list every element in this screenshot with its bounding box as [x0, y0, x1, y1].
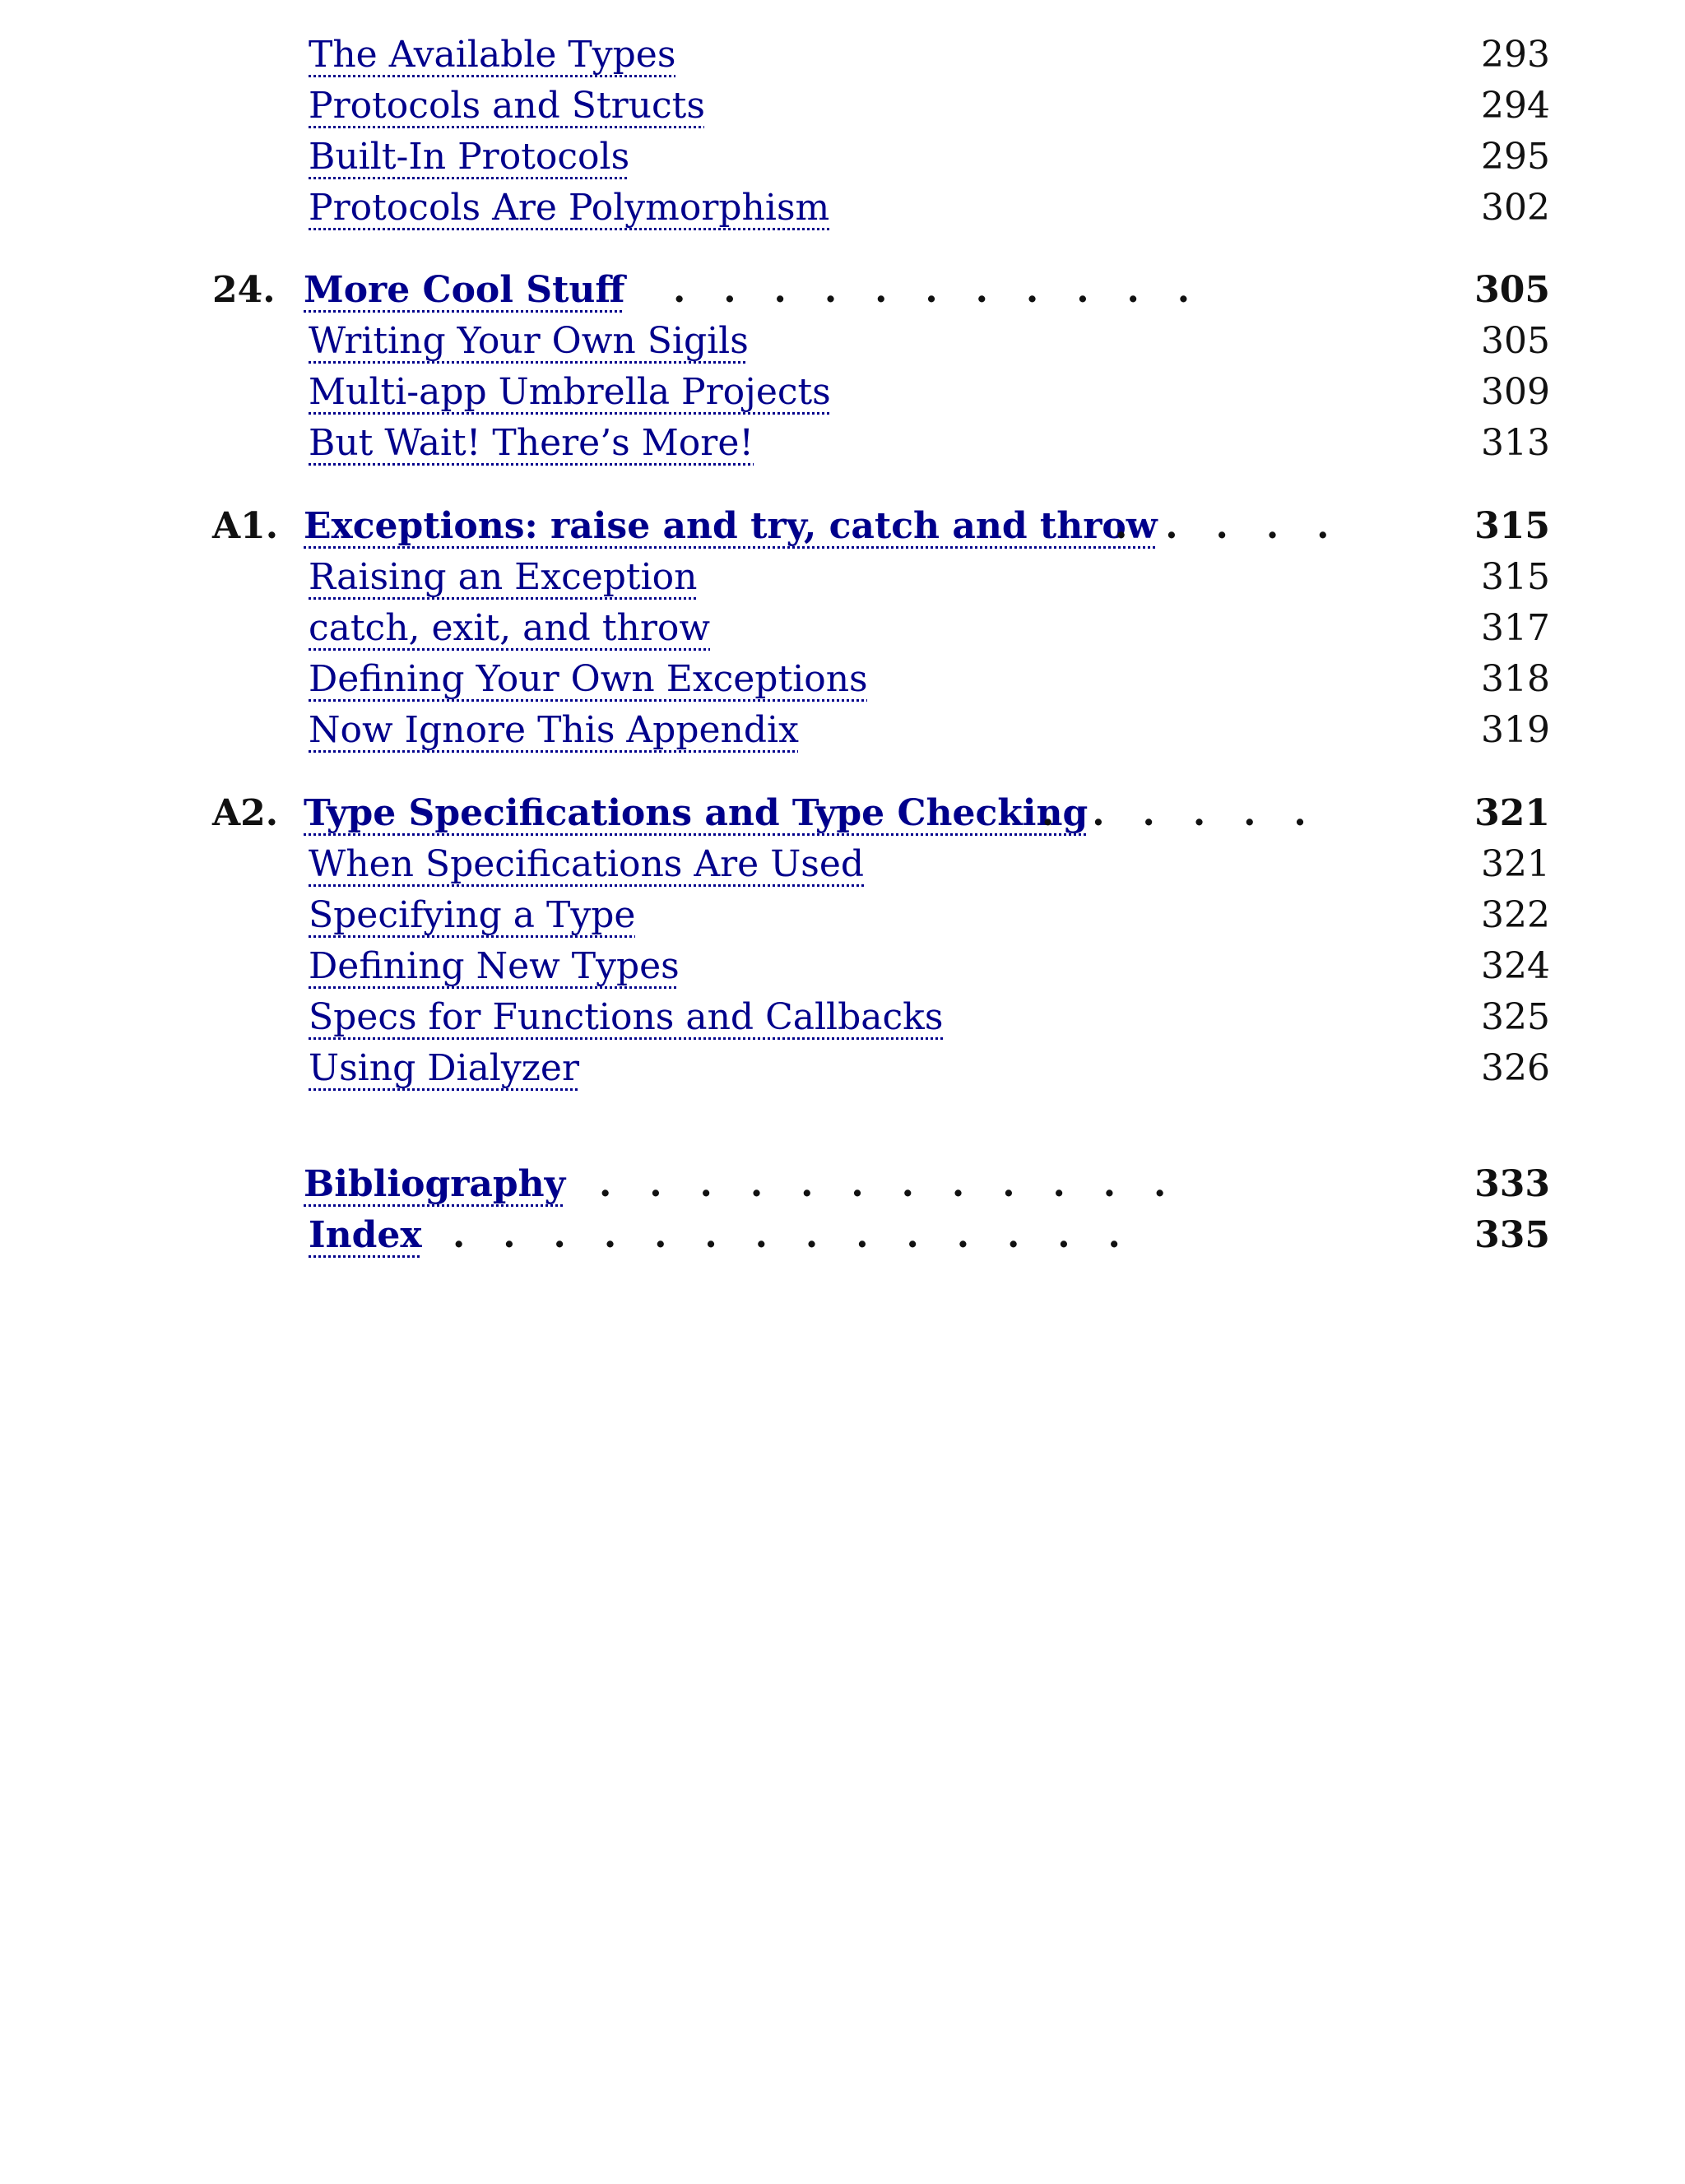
toc-section-link[interactable]: Built-In Protocols — [309, 136, 630, 178]
page-number: 293 — [1481, 34, 1550, 76]
toc-entry — [0, 418, 1685, 469]
page-number: 335 — [1474, 1214, 1550, 1256]
page-number: 333 — [1474, 1163, 1550, 1205]
page-number: 295 — [1481, 136, 1550, 178]
toc-section-link[interactable]: Defining New Types — [309, 945, 680, 987]
page-number: 305 — [1481, 320, 1550, 362]
page-number: 325 — [1481, 996, 1550, 1038]
toc-entry — [0, 890, 1685, 941]
dot-leader: . . . . . . . . . . . . — [599, 1163, 1167, 1205]
toc-section-link[interactable]: The Available Types — [309, 34, 676, 76]
toc-chapter — [0, 1210, 1685, 1261]
toc-entry — [0, 992, 1685, 1043]
toc-section-link[interactable]: Protocols and Structs — [309, 85, 705, 127]
toc-chapter — [0, 788, 1685, 839]
page-number: 319 — [1481, 709, 1550, 751]
page-number: 315 — [1474, 505, 1550, 547]
toc-section-link[interactable]: Specs for Functions and Callbacks — [309, 996, 944, 1038]
toc-section-link[interactable]: When Specifications Are Used — [309, 843, 865, 885]
toc-chapter — [0, 501, 1685, 552]
toc-entry — [0, 839, 1685, 890]
appendix-number: A1. — [212, 505, 279, 547]
page-number: 305 — [1474, 269, 1550, 311]
toc-section-link[interactable]: Raising an Exception — [309, 556, 698, 598]
toc-section-link[interactable]: Protocols Are Polymorphism — [309, 187, 830, 229]
page-number: 317 — [1481, 607, 1550, 649]
page-number: 294 — [1481, 85, 1550, 127]
page-number: 318 — [1481, 658, 1550, 700]
toc-section-link[interactable]: Writing Your Own Sigils — [309, 320, 749, 362]
page-number: 324 — [1481, 945, 1550, 987]
toc-chapter — [0, 1159, 1685, 1210]
toc-entry — [0, 1043, 1685, 1094]
toc-section-link[interactable]: Specifying a Type — [309, 894, 636, 936]
toc-entry — [0, 603, 1685, 654]
page-number: 309 — [1481, 371, 1550, 413]
toc-bibliography-link[interactable]: Bibliography — [304, 1163, 566, 1205]
page-number: 322 — [1481, 894, 1550, 936]
toc-index-link[interactable]: Index — [309, 1214, 422, 1256]
page-number: 302 — [1481, 187, 1550, 229]
chapter-number: 24. — [212, 269, 276, 311]
toc-section-link[interactable]: Using Dialyzer — [309, 1047, 579, 1089]
toc-section-link[interactable]: But Wait! There’s More! — [309, 422, 754, 464]
toc-chapter — [0, 265, 1685, 316]
toc-entry — [0, 654, 1685, 705]
dot-leader: . . . . . . — [1042, 792, 1307, 834]
toc-section-link[interactable]: Defining Your Own Exceptions — [309, 658, 868, 700]
page-number: 315 — [1481, 556, 1550, 598]
dot-leader: . . . . . . . . . . . . . . — [453, 1214, 1121, 1256]
toc-section-link[interactable]: Multi-app Umbrella Projects — [309, 371, 831, 413]
toc-entry — [0, 941, 1685, 992]
toc-appendix-link[interactable]: Exceptions: raise and try, catch and throw — [304, 505, 1158, 547]
toc-section-link[interactable]: Now Ignore This Appendix — [309, 709, 799, 751]
page-number: 321 — [1474, 792, 1550, 834]
toc-section-link[interactable]: catch, exit, and throw — [309, 607, 711, 649]
dot-leader: . . . . . . . . . . . — [673, 269, 1191, 311]
toc-entry — [0, 705, 1685, 756]
toc-entry — [0, 132, 1685, 183]
page-number: 326 — [1481, 1047, 1550, 1089]
toc-entry — [0, 367, 1685, 418]
page-number: 321 — [1481, 843, 1550, 885]
appendix-number: A2. — [212, 792, 279, 834]
toc-entry — [0, 30, 1685, 81]
page-number: 313 — [1481, 422, 1550, 464]
toc-appendix-link[interactable]: Type Specifications and Type Checking — [304, 792, 1089, 834]
toc-entry — [0, 183, 1685, 234]
toc-chapter-link[interactable]: More Cool Stuff — [304, 269, 625, 311]
dot-leader: . . . . . — [1115, 505, 1330, 547]
toc-entry — [0, 552, 1685, 603]
toc-entry — [0, 316, 1685, 367]
toc-entry — [0, 81, 1685, 132]
